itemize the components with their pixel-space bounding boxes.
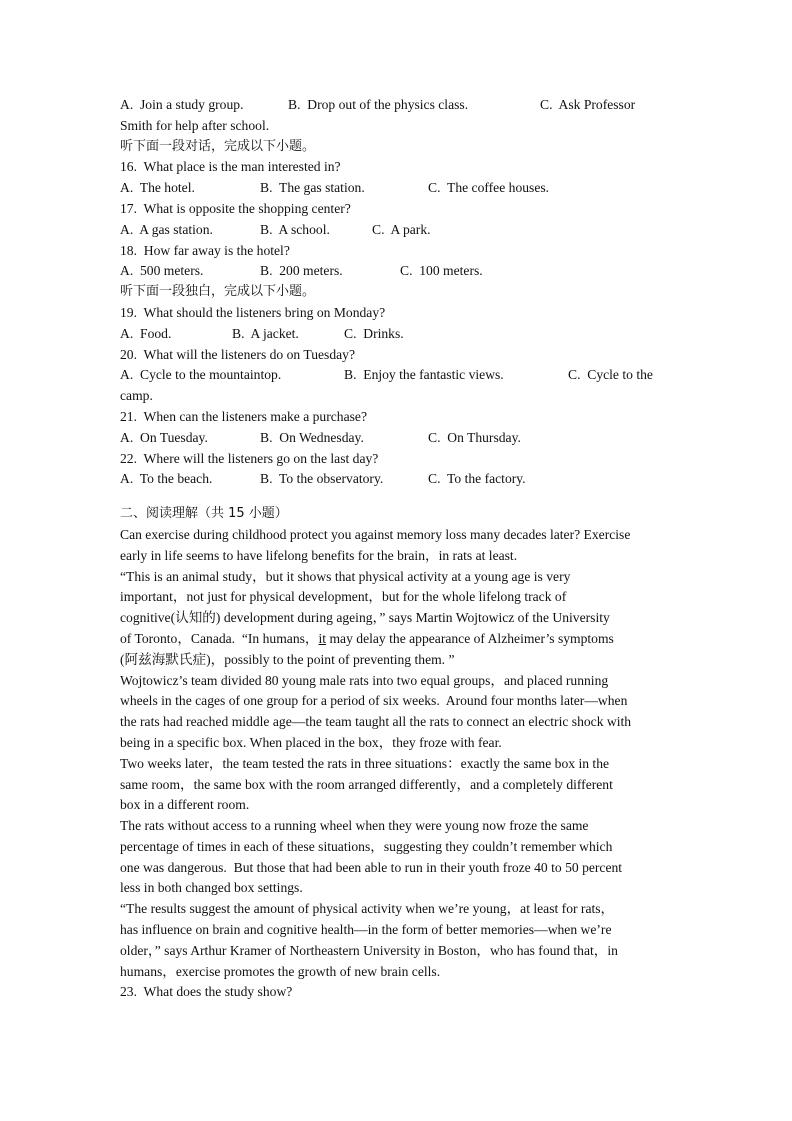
q17-option-a: A. A gas station. [120,221,213,237]
q21-option-a: A. On Tuesday. [120,429,208,445]
q15-options [120,95,680,116]
q19-option-b: B. A jacket. [232,325,299,341]
q17-option-b: B. A school. [260,221,330,237]
passage-line: Can exercise during childhood protect you against memory loss many decades later? Exercise [120,526,631,542]
passage-line: early in life seems to have lifelong benefits for the brain，in rats at least. [120,547,518,563]
q15-option-c: C. Ask Professor [540,97,636,112]
passage-line: older，” says Arthur Kramer of Northeastern University in Boston，who has found that，in [120,942,618,958]
passage-line: The rats without access to a running wheel when they were young now froze the same [120,818,589,834]
q18-options [120,261,680,282]
q16-option-a: A. The hotel. [120,180,195,196]
q22-option-c: C. To the factory. [428,471,526,487]
passage-line: (阿兹海默氏症)，possibly to the point of preventing them. ” [120,651,455,667]
passage-paragraph-6 [120,899,680,982]
underlined-word: it [318,630,327,646]
passage-paragraph-3 [120,671,680,754]
q18-question: 18. How far away is the hotel? [120,242,290,258]
q16-option-b: B. The gas station. [260,180,365,196]
q21-options [120,428,680,449]
passage-paragraph-5 [120,816,680,899]
q21-option-c: C. On Thursday. [428,429,521,445]
passage-line: “The results suggest the amount of physical activity when we’re young，at least for rats， [120,901,615,917]
passage-line: Wojtowicz’s team divided 80 young male rats into two equal groups，and placed running [120,672,609,688]
q18-option-b: B. 200 meters. [260,263,343,279]
passage-paragraph-4 [120,754,680,816]
passage-text: may delay the appearance of Alzheimer’s symptoms [326,630,614,646]
q15-option-b: B. Drop out of the physics class. [288,97,469,112]
q17-options [120,220,680,241]
q15-continuation: Smith for help after school. [120,117,270,133]
q22-question: 22. Where will the listeners go on the last day? [120,450,379,466]
q16-options [120,178,680,199]
q23-question: 23. What does the study show? [120,984,293,1000]
passage-line: important，not just for physical development，but for the whole lifelong track of [120,589,567,605]
passage-paragraph-2 [120,567,680,671]
passage-line: percentage of times in each of these situations，suggesting they couldn’t remember which [120,838,613,854]
passage-line: wheels in the cages of one group for a period of six weeks. Around four months later—when [120,693,628,709]
q15-option-a: A. Join a study group. [120,97,244,112]
q22-option-a: A. To the beach. [120,471,213,487]
q19-options [120,324,680,345]
passage-line: less in both changed box settings. [120,880,303,896]
passage-line: humans，exercise promotes the growth of new brain cells. [120,963,441,979]
passage-text: of Toronto，Canada. “In humans， [120,630,319,646]
passage-line: the rats had reached middle age—the team taught all the rats to connect an electric shock with [120,714,632,730]
instruction-dialogue: 听下面一段对话，完成以下小题。 [120,138,316,154]
passage-paragraph-1 [120,525,680,567]
q20-option-a: A. Cycle to the mountaintop. [120,367,282,383]
q16-option-c: C. The coffee houses. [428,180,550,196]
q19-option-a: A. Food. [120,325,172,341]
q19-question: 19. What should the listeners bring on Monday? [120,304,386,320]
passage-line: cognitive(认知的) development during ageing，” says Martin Wojtowicz of the University [120,610,610,626]
q21-question: 21. When can the listeners make a purchase? [120,408,367,424]
q17-question: 17. What is opposite the shopping center? [120,200,351,216]
document-page [120,95,680,1003]
q21-option-b: B. On Wednesday. [260,429,364,445]
passage-line: box in a different room. [120,797,250,813]
section-heading-reading: 二、阅读理解（共 15 小题） [120,506,288,522]
q16-question: 16. What place is the man interested in? [120,159,341,175]
q20-question: 20. What will the listeners do on Tuesday? [120,346,355,362]
passage-line: has influence on brain and cognitive health—in the form of better memories—when we’re [120,922,612,938]
passage-line: same room，the same box with the room arranged differently，and a completely different [120,776,613,792]
q22-options [120,469,680,490]
instruction-monologue: 听下面一段独白，完成以下小题。 [120,284,316,300]
q18-option-a: A. 500 meters. [120,263,204,279]
q20-continuation: camp. [120,388,153,404]
q20-option-c: C. Cycle to the [568,367,653,383]
q22-option-b: B. To the observatory. [260,471,384,487]
q20-options [120,365,680,386]
passage-line: “This is an animal study，but it shows that physical activity at a young age is very [120,568,571,584]
q17-option-c: C. A park. [372,221,431,237]
passage-line: being in a specific box. When placed in the box，they froze with fear. [120,734,502,750]
passage-line: Two weeks later，the team tested the rats in three situations：exactly the same box in the [120,755,610,771]
q20-option-b: B. Enjoy the fantastic views. [344,367,504,383]
q18-option-c: C. 100 meters. [400,263,483,279]
passage-line: one was dangerous. But those that had been able to run in their youth froze 40 to 50 percent [120,859,623,875]
passage-line [120,629,680,650]
q19-option-c: C. Drinks. [344,325,404,341]
